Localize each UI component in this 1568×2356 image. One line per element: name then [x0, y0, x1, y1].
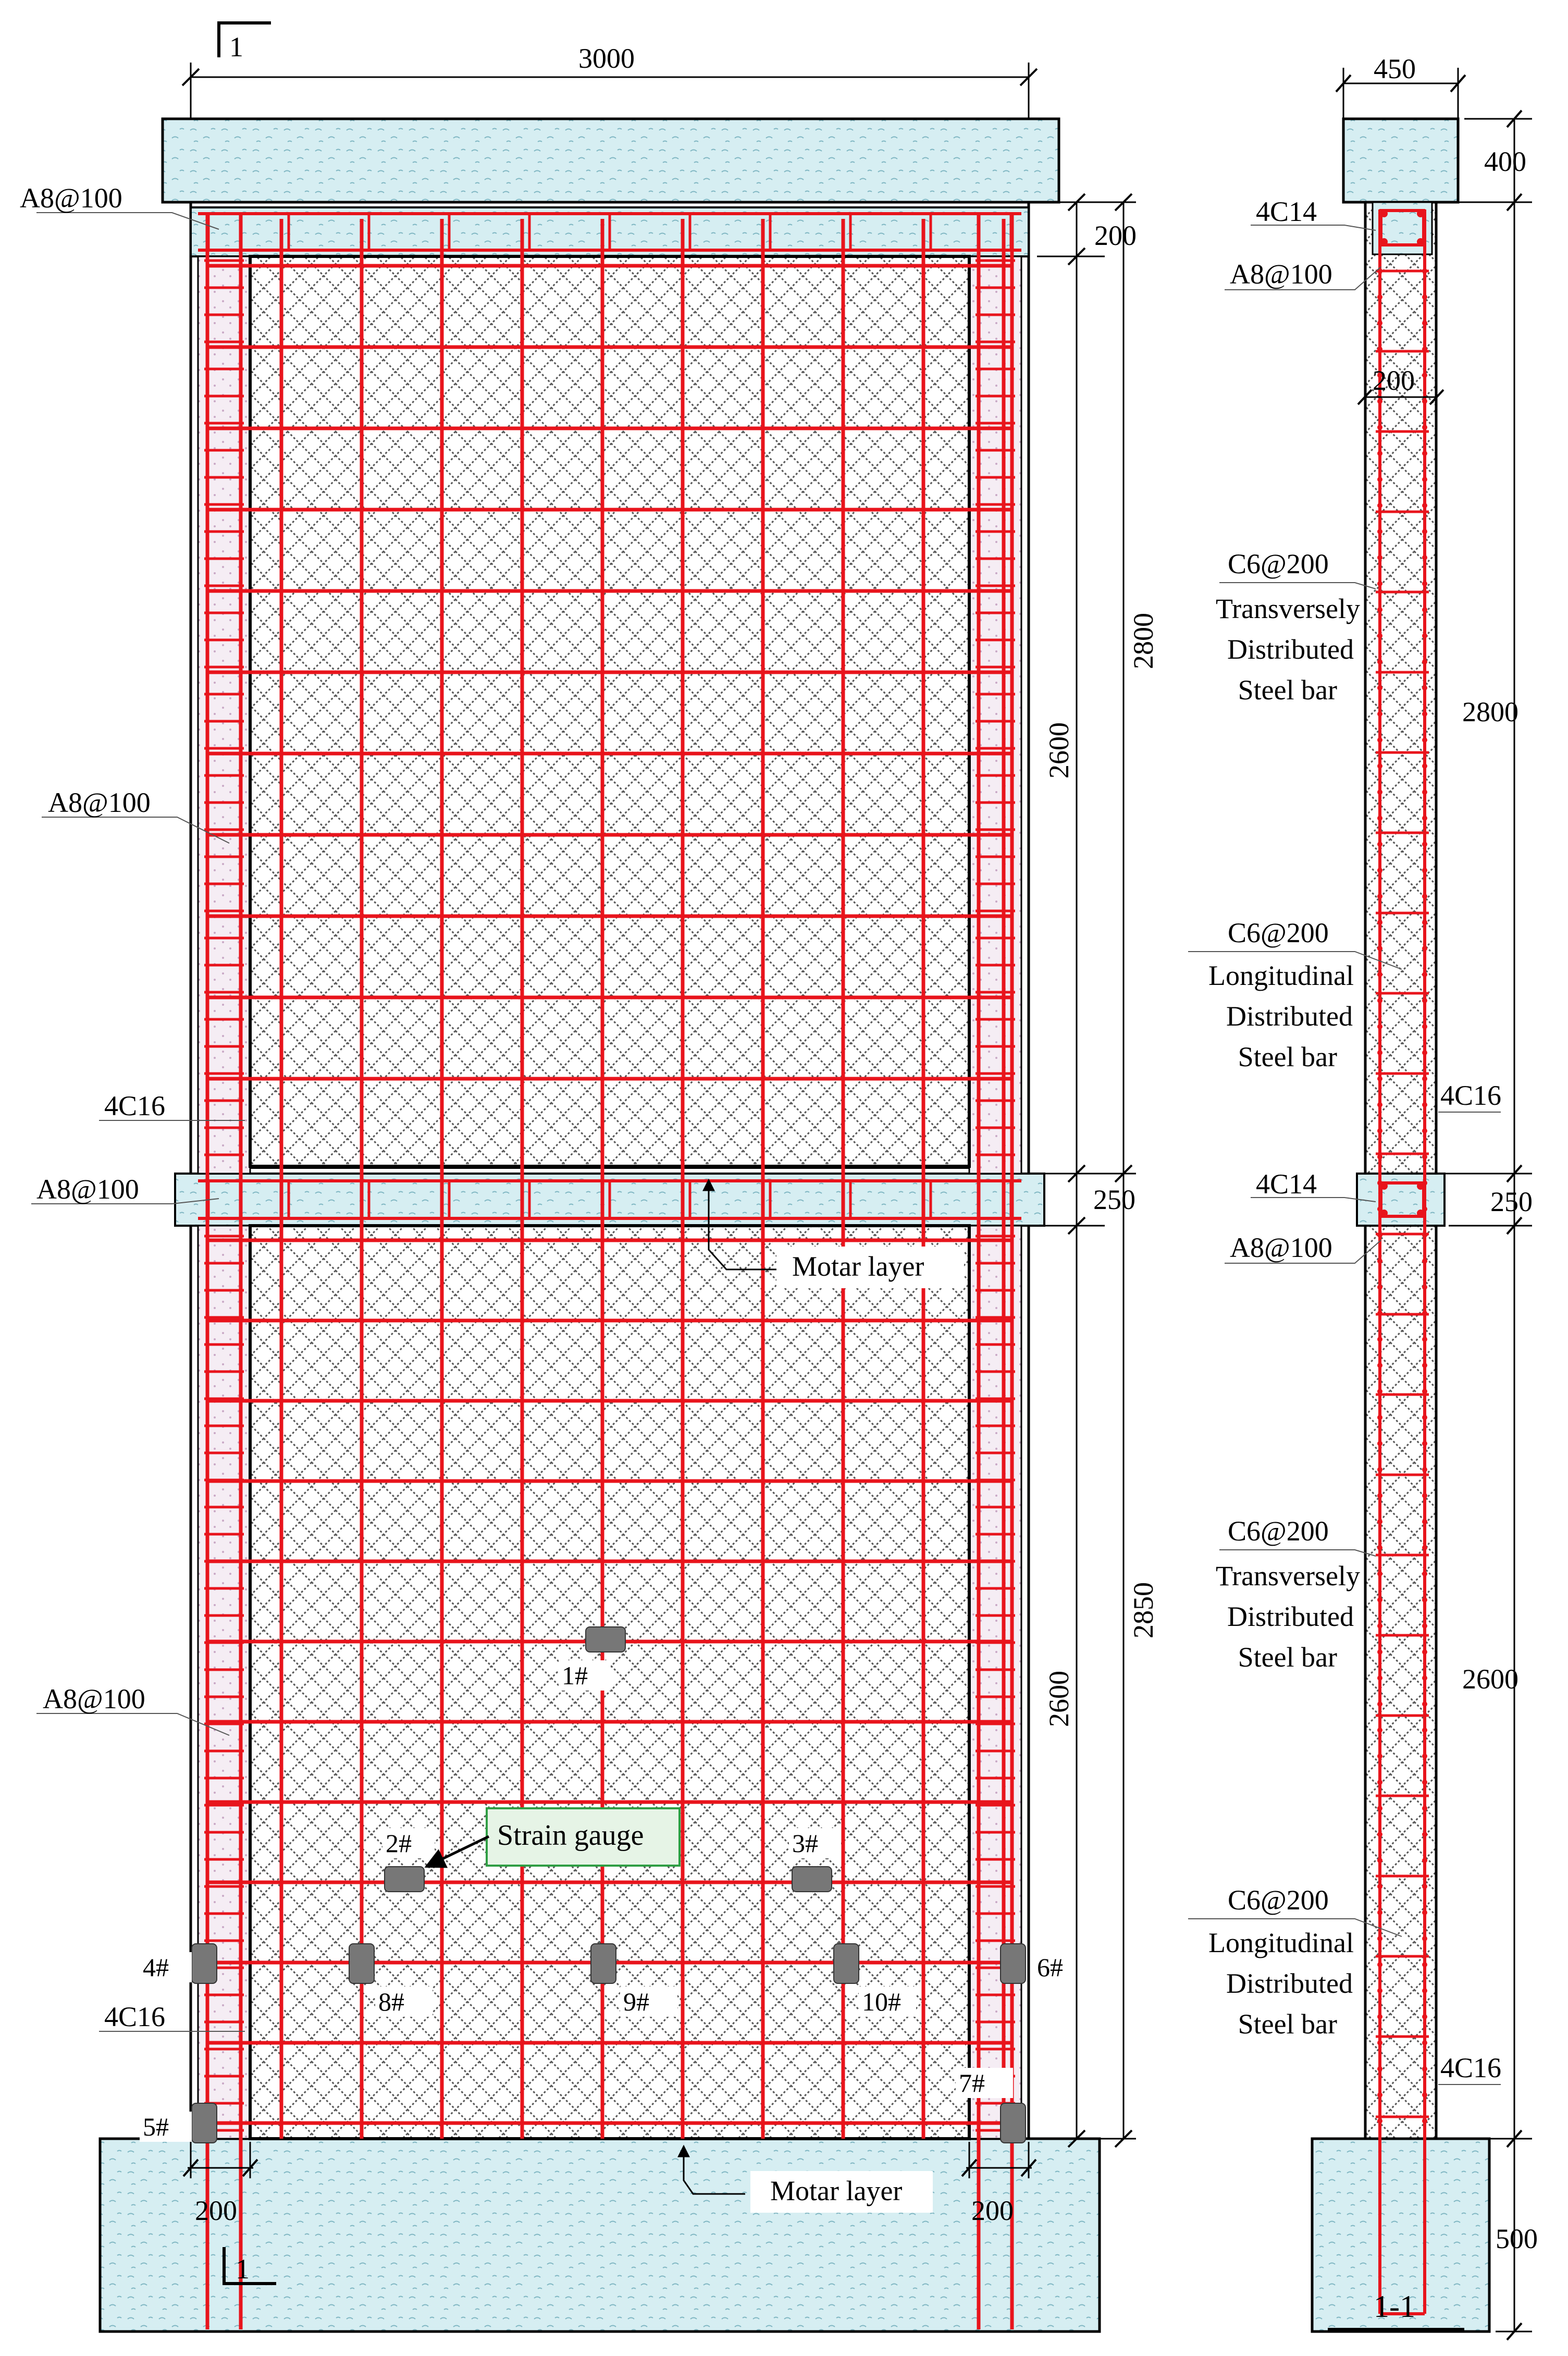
section-label-lower-column-rebar: 4C16 — [1440, 2052, 1502, 2083]
strain-gauge-icon — [1001, 2103, 1026, 2143]
section-bar-dot — [1422, 1754, 1427, 1759]
section-bar-dot — [1422, 451, 1427, 456]
section-label-lower-transverse-1: Transversely — [1216, 1560, 1360, 1592]
section-bar-dot — [1422, 2066, 1427, 2071]
section-bar-dot — [1422, 1519, 1427, 1524]
section-bar-dot — [1377, 2014, 1382, 2019]
dim-right-column-width: 200 — [971, 2195, 1014, 2226]
section-bar-dot — [1377, 998, 1382, 1003]
section-corner-bar — [1417, 210, 1424, 217]
section-label-upper-transverse-bar: C6@200 — [1228, 548, 1329, 579]
section-bar-dot — [1422, 1649, 1427, 1655]
section-bar-dot — [1422, 1545, 1427, 1550]
section-label-upper-transverse-3: Steel bar — [1238, 674, 1337, 706]
section-label-lower-transverse-bar: C6@200 — [1228, 1515, 1329, 1547]
section-bar-dot — [1422, 920, 1427, 925]
section-bar-dot — [1377, 633, 1382, 638]
section-cut-label-top: 1 — [229, 31, 243, 63]
section-bar-dot — [1377, 1102, 1382, 1107]
section-bar-dot — [1422, 1467, 1427, 1472]
section-bar-dot — [1377, 1389, 1382, 1394]
section-corner-bar — [1380, 210, 1388, 217]
section-bar-dot — [1377, 685, 1382, 690]
section-bar-dot — [1422, 1259, 1427, 1264]
section-bar-dot — [1422, 1962, 1427, 1967]
section-bar-dot — [1422, 555, 1427, 560]
section-bar-dot — [1422, 1701, 1427, 1707]
section-bar-dot — [1377, 1311, 1382, 1316]
section-label-lower-longitudinal-bar: C6@200 — [1228, 1884, 1329, 1916]
section-dim-wall-thickness: 200 — [1373, 365, 1415, 396]
label-stirrup-top: A8@100 — [20, 182, 122, 214]
section-bar-dot — [1377, 581, 1382, 586]
section-bar-dot — [1422, 1728, 1427, 1733]
gauge-label: 7# — [959, 2068, 985, 2098]
dim-upper-storey: 2800 — [1128, 613, 1159, 669]
section-bar-dot — [1422, 1858, 1427, 1863]
section-label-upper-longitudinal-1: Longitudinal — [1208, 960, 1354, 991]
section-bar-dot — [1377, 2118, 1382, 2124]
label-strain-gauge: Strain gauge — [497, 1819, 644, 1852]
section-label-top-stirrup: A8@100 — [1230, 258, 1332, 290]
section-bar-dot — [1422, 685, 1427, 690]
section-bar-dot — [1422, 1597, 1427, 1602]
dim-lower-storey: 2850 — [1128, 1582, 1159, 1638]
section-bar-dot — [1422, 1571, 1427, 1576]
section-bar-dot — [1422, 946, 1427, 951]
strain-gauge-icon — [192, 2103, 217, 2143]
section-bar-dot — [1377, 1363, 1382, 1368]
section-label-upper-longitudinal-3: Steel bar — [1238, 1041, 1337, 1072]
section-bar-dot — [1422, 2014, 1427, 2019]
section-bar-dot — [1422, 1988, 1427, 1993]
section-bar-dot — [1377, 1232, 1382, 1238]
section-bar-dot — [1377, 529, 1382, 534]
section-bar-dot — [1422, 1154, 1427, 1160]
section-bar-dot — [1377, 972, 1382, 977]
section-bar-dot — [1422, 1285, 1427, 1290]
section-bar-dot — [1377, 1597, 1382, 1602]
section-bar-dot — [1422, 1806, 1427, 1811]
section-bar-dot — [1422, 711, 1427, 717]
upper-masonry-panel — [250, 256, 969, 1166]
section-label-lower-longitudinal-2: Distributed — [1226, 1968, 1353, 1999]
gauge-label: 8# — [378, 1987, 404, 2016]
section-bar-dot — [1422, 1024, 1427, 1029]
section-bar-dot — [1377, 1128, 1382, 1133]
section-bar-dot — [1377, 1806, 1382, 1811]
section-bar-dot — [1422, 477, 1427, 482]
section-bar-dot — [1422, 1623, 1427, 1629]
strain-gauge-icon — [591, 1944, 616, 1983]
top-loading-beam — [163, 119, 1059, 202]
section-bar-dot — [1377, 894, 1382, 899]
section-bar-dot — [1422, 373, 1427, 378]
section-bar-dot — [1377, 1780, 1382, 1785]
section-bar-dot — [1377, 920, 1382, 925]
section-label-lower-transverse-3: Steel bar — [1238, 1642, 1337, 1673]
section-bar-dot — [1422, 1311, 1427, 1316]
label-column-rebar-lower: 4C16 — [104, 2001, 166, 2032]
section-dim-top-height: 400 — [1484, 146, 1526, 177]
section-bar-dot — [1422, 842, 1427, 847]
section-bar-dot — [1422, 399, 1427, 404]
label-mortar-lower: Motar layer — [770, 2175, 903, 2206]
section-bar-dot — [1377, 1050, 1382, 1055]
section-bar-dot — [1422, 894, 1427, 899]
section-bar-dot — [1422, 633, 1427, 638]
section-bar-dot — [1422, 1884, 1427, 1889]
label-stirrup-mid: A8@100 — [36, 1174, 139, 1205]
section-label-lower-longitudinal-1: Longitudinal — [1208, 1927, 1354, 1958]
section-bar-dot — [1422, 607, 1427, 612]
section-bar-dot — [1377, 868, 1382, 873]
label-mortar-upper: Motar layer — [792, 1251, 924, 1282]
section-bar-dot — [1377, 1441, 1382, 1446]
section-bar-dot — [1377, 1206, 1382, 1212]
section-label-upper-longitudinal-bar: C6@200 — [1228, 917, 1329, 948]
section-bar-dot — [1377, 1545, 1382, 1550]
section-bar-dot — [1377, 1910, 1382, 1915]
section-bar-dot — [1377, 1076, 1382, 1081]
section-bar-dot — [1422, 998, 1427, 1003]
label-stirrup-column-lower: A8@100 — [43, 1683, 145, 1714]
section-top-beam — [1343, 119, 1458, 202]
section-leaders — [1188, 225, 1501, 2084]
section-bar-dot — [1422, 790, 1427, 795]
section-bar-dot — [1422, 529, 1427, 534]
gauge-label: 3# — [792, 1829, 818, 1858]
section-bar-dot — [1377, 2040, 1382, 2045]
section-dim-lower: 2600 — [1462, 1663, 1518, 1695]
section-dim-top-width: 450 — [1374, 53, 1416, 84]
strain-gauge-icon — [586, 1627, 625, 1652]
section-bar-dot — [1422, 763, 1427, 769]
section-bar-dot — [1377, 711, 1382, 717]
gauge-label: 4# — [143, 1953, 169, 1982]
strain-gauge-icon — [385, 1867, 424, 1892]
right-dimension-chain — [1037, 194, 1136, 2147]
section-bar-dot — [1422, 659, 1427, 664]
section-bar-dot — [1422, 737, 1427, 743]
section-bar-dot — [1377, 659, 1382, 664]
section-bar-dot — [1422, 1780, 1427, 1785]
section-bar-dot — [1422, 347, 1427, 352]
section-bar-dot — [1422, 320, 1427, 326]
section-bar-dot — [1422, 1180, 1427, 1186]
section-bar-dot — [1422, 1206, 1427, 1212]
gauge-label: 9# — [623, 1987, 649, 2016]
section-cut-mark-top — [219, 23, 271, 57]
section-bar-dot — [1377, 1832, 1382, 1837]
section-bar-dot — [1377, 763, 1382, 769]
label-column-rebar-upper: 4C16 — [104, 1090, 166, 1121]
strain-gauge-icon — [192, 1944, 217, 1983]
section-bar-dot — [1422, 2040, 1427, 2045]
section-bar-dot — [1377, 1467, 1382, 1472]
dim-lower-panel: 2600 — [1043, 1671, 1075, 1727]
section-bar-dot — [1422, 1441, 1427, 1446]
section-bar-dot — [1422, 1910, 1427, 1915]
section-bar-dot — [1377, 946, 1382, 951]
dim-overall-width: 3000 — [578, 43, 635, 74]
section-label-upper-transverse-1: Transversely — [1216, 593, 1360, 624]
section-bar-dot — [1377, 607, 1382, 612]
section-bar-dot — [1377, 1623, 1382, 1629]
section-bar-dot — [1422, 972, 1427, 977]
strain-gauge-icon — [792, 1867, 832, 1892]
section-cut-label-bottom: 1 — [236, 2253, 250, 2285]
section-bar-dot — [1422, 1076, 1427, 1081]
section-bar-dot — [1377, 399, 1382, 404]
section-bar-dot — [1377, 347, 1382, 352]
elevation-view — [20, 23, 1159, 2332]
dim-left-column-width: 200 — [195, 2195, 237, 2226]
section-label-lower-longitudinal-3: Steel bar — [1238, 2008, 1337, 2040]
section-bar-dot — [1422, 1675, 1427, 1681]
section-bar-dot — [1377, 1493, 1382, 1498]
section-bar-dot — [1377, 555, 1382, 560]
section-label-top-rebar: 4C14 — [1256, 196, 1317, 227]
section-bar-dot — [1377, 1259, 1382, 1264]
section-bar-dot — [1377, 1754, 1382, 1759]
section-bar-dot — [1377, 477, 1382, 482]
strain-gauge-icon — [834, 1944, 859, 1983]
section-bar-dot — [1377, 1962, 1382, 1967]
section-bar-dot — [1377, 1571, 1382, 1576]
section-bar-dot — [1422, 1050, 1427, 1055]
section-bar-dot — [1377, 451, 1382, 456]
section-bar-dot — [1422, 294, 1427, 300]
label-stirrup-column-upper: A8@100 — [48, 787, 151, 818]
section-bar-dot — [1377, 790, 1382, 795]
section-bar-dot — [1377, 1936, 1382, 1941]
section-bar-dot — [1377, 816, 1382, 821]
section-bar-dot — [1377, 1337, 1382, 1342]
dim-middle-beam: 250 — [1093, 1184, 1135, 1215]
gauge-label: 5# — [143, 2112, 169, 2141]
section-bar-dot — [1377, 842, 1382, 847]
section-dim-middle-beam: 250 — [1490, 1186, 1533, 1217]
section-bar-dot — [1422, 1232, 1427, 1238]
section-title: 1-1 — [1374, 2289, 1415, 2324]
section-view — [1188, 53, 1538, 2340]
section-bar-dot — [1422, 268, 1427, 274]
section-bar-dot — [1377, 1285, 1382, 1290]
section-bar-dot — [1377, 1180, 1382, 1186]
section-corner-bar — [1380, 238, 1388, 245]
section-bar-dot — [1377, 425, 1382, 430]
section-bar-dot — [1422, 581, 1427, 586]
gauge-label: 6# — [1037, 1953, 1063, 1982]
section-bar-dot — [1377, 503, 1382, 508]
section-bar-dot — [1377, 2092, 1382, 2098]
section-bar-dot — [1377, 1519, 1382, 1524]
section-bar-dot — [1377, 737, 1382, 743]
section-label-mid-stirrup: A8@100 — [1230, 1232, 1332, 1263]
dim-top-beam: 200 — [1094, 220, 1137, 251]
section-bar-dot — [1377, 1675, 1382, 1681]
dim-upper-panel: 2600 — [1043, 722, 1075, 779]
section-corner-bar — [1417, 238, 1424, 245]
section-bar-dot — [1377, 320, 1382, 326]
gauge-label: 1# — [562, 1661, 588, 1690]
section-bar-dot — [1377, 294, 1382, 300]
section-bar-dot — [1422, 816, 1427, 821]
section-bar-dot — [1422, 1128, 1427, 1133]
section-bar-dot — [1377, 1024, 1382, 1029]
section-bar-dot — [1422, 1415, 1427, 1420]
section-bar-dot — [1422, 1493, 1427, 1498]
section-dim-upper: 2800 — [1462, 696, 1518, 727]
gauge-label: 10# — [862, 1987, 901, 2016]
section-bar-dot — [1377, 1649, 1382, 1655]
section-bar-dot — [1377, 1988, 1382, 1993]
section-bar-dot — [1377, 1728, 1382, 1733]
gauge-label: 2# — [386, 1829, 412, 1858]
section-bar-dot — [1422, 1363, 1427, 1368]
section-bar-dot — [1377, 1154, 1382, 1160]
section-bar-dot — [1422, 1832, 1427, 1837]
section-dim-foundation: 500 — [1496, 2223, 1538, 2254]
section-bar-dot — [1422, 425, 1427, 430]
section-bar-dot — [1422, 503, 1427, 508]
strain-gauge-icon — [349, 1944, 374, 1983]
section-label-mid-rebar: 4C14 — [1256, 1168, 1317, 1200]
section-bar-dot — [1422, 868, 1427, 873]
section-bar-dot — [1377, 1701, 1382, 1707]
section-label-upper-longitudinal-2: Distributed — [1226, 1001, 1353, 1032]
section-label-upper-column-rebar: 4C16 — [1440, 1080, 1502, 1111]
section-bar-dot — [1377, 1858, 1382, 1863]
section-bar-dot — [1422, 2118, 1427, 2124]
section-label-upper-transverse-2: Distributed — [1227, 634, 1354, 665]
strain-gauge-icon — [1001, 1944, 1026, 1983]
section-bar-dot — [1377, 1884, 1382, 1889]
section-bar-dot — [1377, 2066, 1382, 2071]
section-bar-dot — [1422, 1102, 1427, 1107]
section-bar-dot — [1422, 1389, 1427, 1394]
section-bar-dot — [1422, 1936, 1427, 1941]
section-label-lower-transverse-2: Distributed — [1227, 1601, 1354, 1632]
section-bar-dot — [1377, 1415, 1382, 1420]
section-bar-dot — [1422, 2092, 1427, 2098]
section-bar-dot — [1422, 1337, 1427, 1342]
